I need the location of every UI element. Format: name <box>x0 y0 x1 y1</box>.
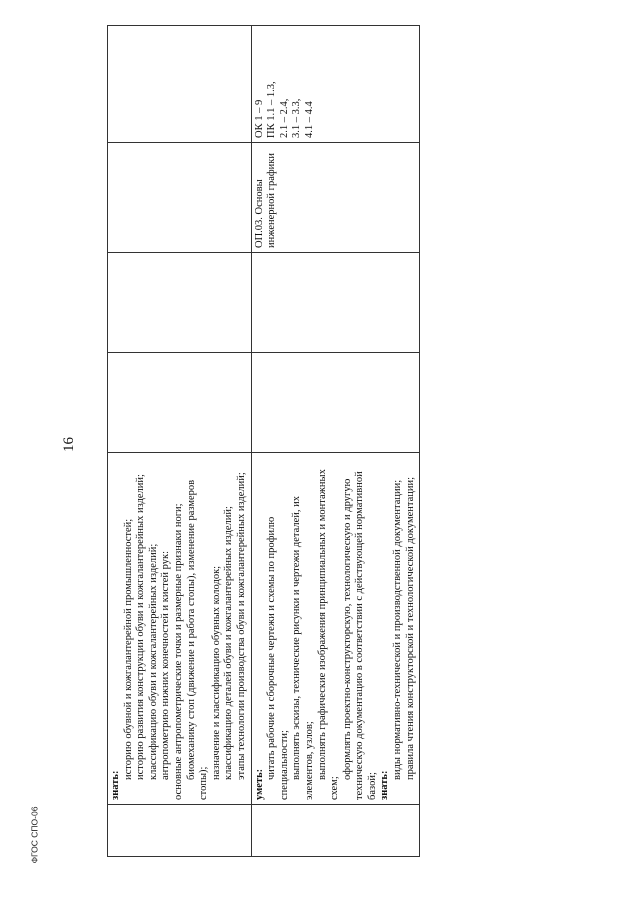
list-item: выполнять эскизы, технические рисунки и чертежи деталей, их элементов, узлов; <box>291 495 315 800</box>
list-item: антропометрию нижних конечностей и кистей рук: <box>160 550 172 780</box>
list-item: выполнять графические изображения принципиальных и монтажных схем; <box>316 469 341 800</box>
skills-heading: уметь: <box>253 768 265 800</box>
cell-competences <box>108 26 252 143</box>
list-item: историю развития конструкции обуви и кожгалантерейных изделий; <box>135 474 147 780</box>
competence-code: 2.1 – 2.4, <box>278 98 290 138</box>
competence-code: 4.1 – 4.4 <box>303 101 315 138</box>
knowledge-heading: знать: <box>110 770 121 800</box>
knowledge-heading: знать: <box>379 770 391 800</box>
skills-list <box>266 457 379 800</box>
cell-hours <box>108 253 252 353</box>
rotated-table <box>107 28 416 857</box>
list-item: основные антропометрические точки и размерные признаки ноги; <box>172 503 184 800</box>
cell-skills-knowledge <box>251 453 420 805</box>
cell-index <box>108 805 252 857</box>
page-number: 16 <box>61 437 77 452</box>
competence-code: ОК 1 – 9 <box>253 99 265 138</box>
list-item: биомеханику стоп (движение и работа стопы), изменение размеров стопы); <box>185 479 210 800</box>
list-item: назначение и классификацию обувных колодок; <box>210 565 222 780</box>
cell-discipline <box>108 143 252 253</box>
list-item: историю обувной и кожгалантерейной промышленностей; <box>122 518 134 780</box>
cell-max-hours <box>108 353 252 453</box>
knowledge-list <box>123 457 249 800</box>
cell-knowledge <box>108 453 252 805</box>
list-item: правила чтения конструкторской и технологической документации; <box>404 476 416 780</box>
table-row <box>251 26 420 857</box>
list-item: классификацию деталей обуви и кожгалантерейных изделий; <box>223 506 235 780</box>
list-item: виды нормативно-технической и производственной документации; <box>392 479 404 780</box>
footer-code: ФГОС СПО-06 <box>29 806 40 864</box>
knowledge-list <box>392 457 417 800</box>
list-item: классификацию обуви и кожгалантерейных изделий; <box>147 543 159 780</box>
list-item: оформлять проектно-конструкторскую, технологическую и другую техническую документацию в соответствии с действующей нормативной базой; <box>341 471 378 800</box>
cell-index <box>251 805 420 857</box>
list-item: этапы технологии производства обуви и кожгалантерейных изделий; <box>235 472 247 780</box>
table-row <box>108 26 252 857</box>
competence-code: ПК 1.1 – 1.3, <box>266 81 278 138</box>
list-item: читать рабочие и сборочные чертежи и схемы по профилю специальности; <box>266 516 290 800</box>
cell-discipline: ОП.03. Основы инженерной графики <box>251 143 420 253</box>
cell-hours <box>251 253 420 353</box>
competence-code: 3.1 – 3.3, <box>291 98 303 138</box>
cell-competences <box>251 26 420 143</box>
curriculum-table <box>107 25 420 857</box>
competence-list <box>254 30 317 138</box>
rotated-table-container <box>107 28 416 857</box>
cell-max-hours <box>251 353 420 453</box>
